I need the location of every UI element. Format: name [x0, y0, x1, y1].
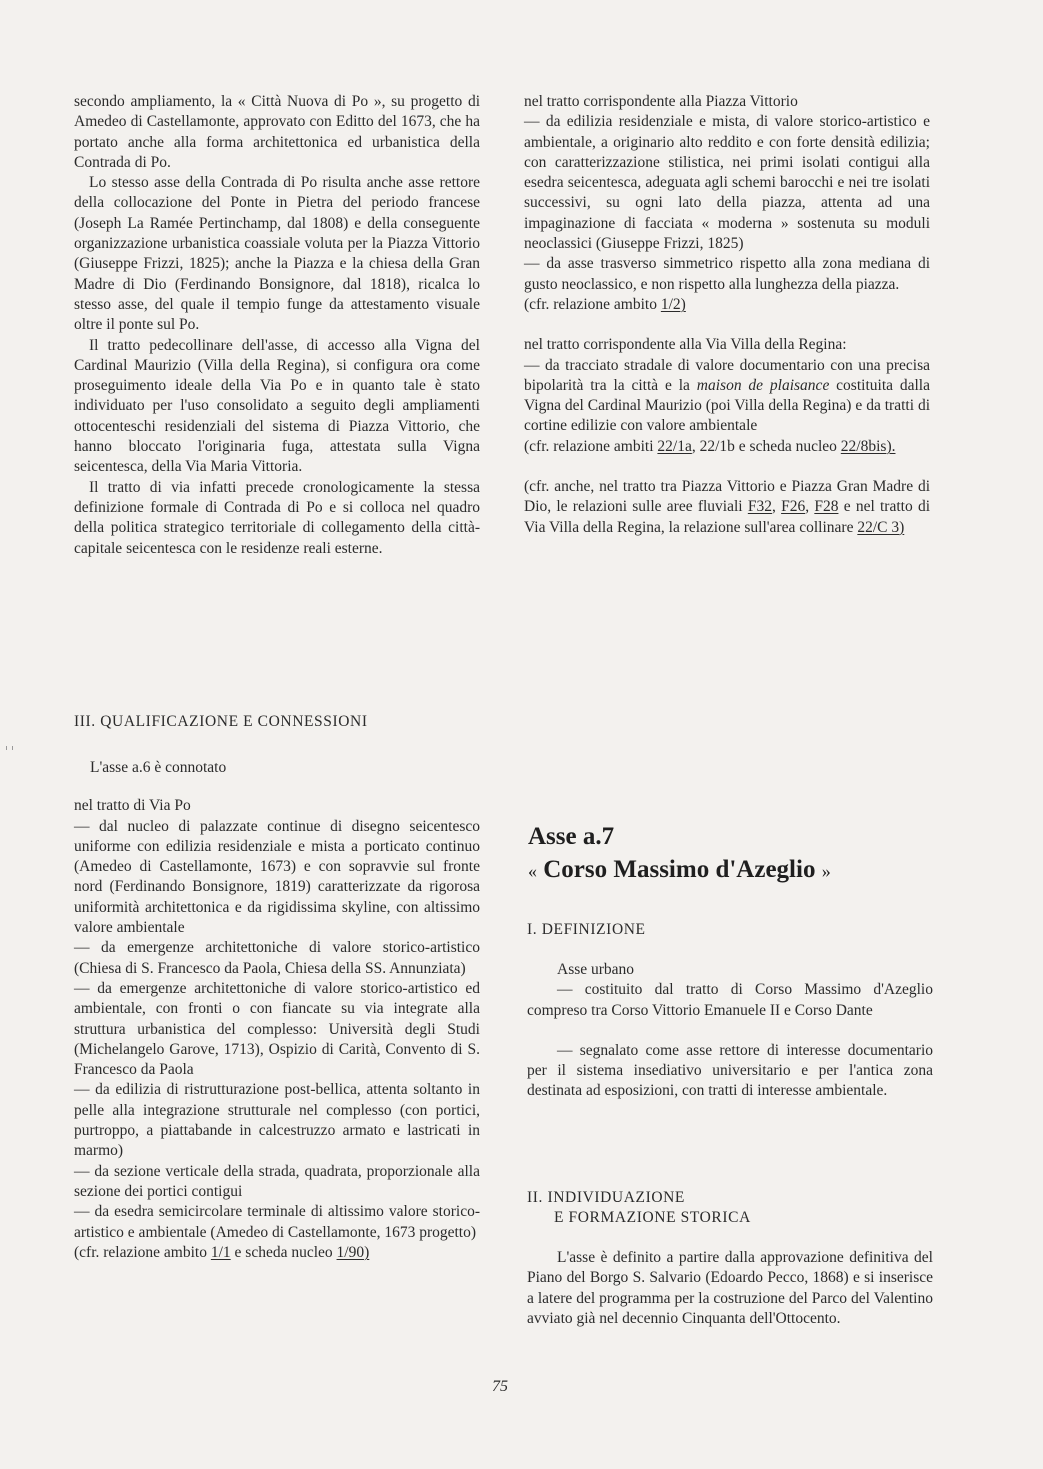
- asse-a7-individuazione: [527, 1188, 933, 1329]
- section-intro: L'asse a.6 è connotato: [90, 759, 227, 776]
- piazza-item-2: — da asse trasverso simmetrico rispetto alla zona mediana di gusto neoclassico, e non rispetto alla lunghezza della piazza.: [524, 255, 930, 293]
- piazza-title: nel tratto corrispondente alla Piazza Vittorio: [524, 93, 798, 110]
- collinare-link[interactable]: 22/C 3): [857, 518, 905, 536]
- ambito-22-1a-link[interactable]: 22/1a: [657, 437, 692, 455]
- left-paragraph-4: Il tratto di via infatti precede cronologicamente la stessa definizione formale di Contrada di Po e si colloca nel quadro della politica strategico territoriale di collegamento della città-capitale seicentesca con le residenze reali esterne.: [74, 478, 480, 557]
- via-po-title: nel tratto di Via Po: [74, 797, 191, 815]
- f28-link[interactable]: F28: [814, 498, 839, 516]
- definizione-type: Asse urbano: [557, 961, 635, 978]
- individuazione-text: L'asse è definito a partire dalla approvazione definitiva del Piano del Borgo S. Salvario (Edoardo Pecco, 1868) e si inserisce a latere del programma per la costruzione del Parco del Valentino avviato già nel decennio Cinquanta dell'Ottocento.: [527, 1249, 933, 1327]
- left-column: [74, 92, 480, 559]
- f32-link[interactable]: F32: [747, 498, 772, 516]
- villa-title: nel tratto corrispondente alla Via Villa della Regina:: [524, 336, 847, 354]
- definizione-heading: I. DEFINIZIONE: [527, 921, 646, 938]
- left-paragraph-1: secondo ampliamento, la « Città Nuova di Po », su progetto di Amedeo di Castellamonte, approvato con Editto del 1673, che ha portato anche alla forma architettonica ed urbanistica della Contrada di Po.: [74, 93, 480, 171]
- section-heading-qualificazione: III. QUALIFICAZIONE E CONNESSIONI: [74, 713, 368, 730]
- nucleo-22-8bis-link[interactable]: 22/8bis).: [840, 437, 896, 455]
- right-column: [524, 92, 930, 538]
- margin-mark: [6, 746, 13, 750]
- ambito-link[interactable]: 1/1: [210, 1243, 231, 1261]
- piazza-item-1: — da edilizia residenziale e mista, di valore storico-artistico e ambientale, a originario alto reddito e con forte densità edilizia; con caratterizzazione stilistica, nei primi isolati contigui alla esedra seicentesca, adeguata agli schemi barocchi e nei tre isolati successivi, su ogni lato della piazza, attenta ad una impaginazione di facciata « moderna » sostenuta su moduli neoclassici (Giuseppe Frizzi, 1825): [524, 113, 930, 253]
- asse-a7-title: Asse a.7: [528, 823, 615, 850]
- definizione-item-1: — costituito dal tratto di Corso Massimo d'Azeglio compreso tra Corso Vittorio Emanuele II e Corso Dante: [527, 981, 933, 1019]
- individuazione-heading-1: II. INDIVIDUAZIONE: [527, 1189, 686, 1206]
- ambito-1-2-link[interactable]: 1/2): [660, 295, 686, 313]
- asse-a7-subtitle: « Corso Massimo d'Azeglio »: [528, 856, 831, 883]
- section-qualificazione: [74, 712, 480, 1263]
- via-po-item-3: — da emergenze architettoniche di valore storico-artistico ed ambientale, con fronti o con fiancate su via integrate alla struttura urbanistica del complesso: Università degli Studi (Michelangelo Garove, 1713), Ospizio di Carità, Convento di S. Francesco da Paola: [74, 979, 480, 1079]
- villa-item: — da tracciato stradale di valore documentario con una precisa bipolarità tra la città e la maison de plaisance costituita dalla Vigna del Cardinal Maurizio (poi Villa della Regina) e da tratti di cortine edilizie con valore ambientale: [524, 356, 930, 435]
- asse-a7-definizione: [527, 920, 933, 1102]
- via-po-item-2: — da emergenze architettoniche di valore storico-artistico (Chiesa di S. Francesco da Paola, Chiesa della SS. Annunziata): [74, 939, 480, 977]
- left-paragraph-2: Lo stesso asse della Contrada di Po risulta anche asse rettore della collocazione del Ponte in Pietra del periodo francese (Joseph La Ramée Pertinchamp, dal 1808) e della conseguente organizzazione urbanistica coassiale voluta per la Piazza Vittorio (Giuseppe Frizzi, 1825); anche la Piazza e la chiesa della Gran Madre di Dio (Ferdinando Bonsignore, dal 1818), ricalca lo stesso asse, del quale il tempio funge da attestamento visuale oltre il ponte sul Po.: [74, 174, 480, 334]
- nucleo-link[interactable]: 1/90): [336, 1243, 370, 1261]
- left-paragraph-3: Il tratto pedecollinare dell'asse, di accesso alla Vigna del Cardinal Maurizio (Villa della Regina), si configura ora come proseguimento ideale della Via Po e in quanto tale è stato individuato per l'uso consolidato a seguito degli ampliamenti ottocenteschi residenziali del sistema di Piazza Vittorio, che hanno bloccato l'originaria fuga, attestata sulla Vigna seicentesca, della Via Maria Vittoria.: [74, 336, 480, 476]
- via-po-item-1: — dal nucleo di palazzate continue di disegno seicentesco uniforme con edilizia residenziale e mista a porticato continuo (Amedeo di Castellamonte, 1673) e con sopravvie sul fronte nord (Ferdinando Bonsignore, 1819) caratterizzate da rigorosa uniformità architettonica e da rigidissima skyline, con altissimo valore ambientale: [74, 817, 480, 937]
- via-po-reference: (cfr. relazione ambito 1/1 e scheda nucleo 1/90): [74, 1243, 370, 1261]
- asse-a7-title-block: [528, 820, 948, 888]
- via-po-item-4: — da edilizia di ristrutturazione post-bellica, attenta soltanto in pelle alla integrazione strutturale nel complesso (con portici, purtroppo, a piattabande in calcestruzzo armato e lastricati in marmo): [74, 1081, 480, 1160]
- piazza-reference: (cfr. relazione ambito 1/2): [524, 295, 686, 313]
- page-number: 75: [492, 1378, 508, 1395]
- individuazione-heading-2: E FORMAZIONE STORICA: [554, 1209, 751, 1226]
- ambito-22-1b-text: 22/1b: [699, 437, 735, 455]
- definizione-item-2: — segnalato come asse rettore di interesse documentario per il sistema insediativo universitario e per l'antica zona destinata ad esposizioni, con tratti di interesse ambientale.: [527, 1041, 933, 1100]
- fluvial-reference: (cfr. anche, nel tratto tra Piazza Vittorio e Piazza Gran Madre di Dio, le relazioni sulle aree fluviali F32, F26, F28 e nel tratto di Via Villa della Regina, la relazione sull'area collinare 22/C 3): [524, 478, 931, 536]
- via-po-item-5: — da sezione verticale della strada, quadrata, proporzionale alla sezione dei portici contigui: [74, 1162, 480, 1200]
- f26-link[interactable]: F26: [781, 498, 806, 516]
- via-po-item-6: — da esedra semicircolare terminale di altissimo valore storico-artistico e ambientale (Amedeo di Castellamonte, 1673 progetto): [74, 1203, 480, 1241]
- villa-reference: (cfr. relazione ambiti 22/1a, 22/1b e scheda nucleo 22/8bis).: [524, 437, 896, 455]
